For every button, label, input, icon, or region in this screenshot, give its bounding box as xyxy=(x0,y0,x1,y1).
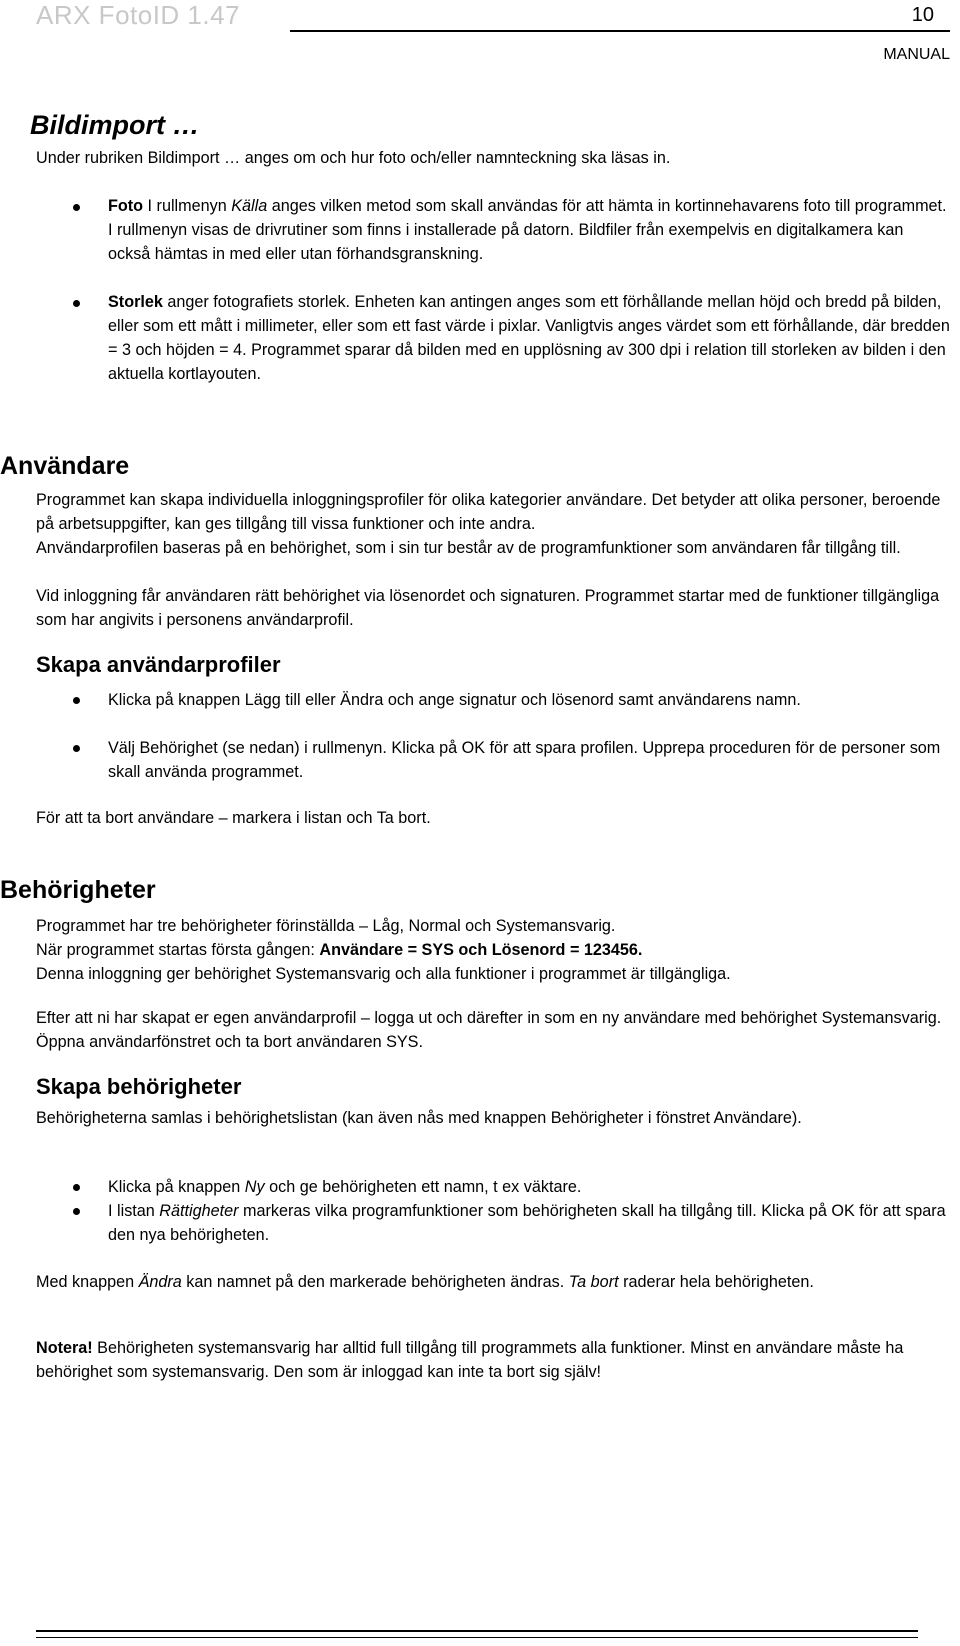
paragraph: Denna inloggning ger behörighet Systemansvarig och alla funktioner i programmet är tillgängliga. xyxy=(36,965,731,983)
text: raderar hela behörigheten. xyxy=(618,1273,814,1291)
paragraph: Behörigheterna samlas i behörighetslistan (kan även nås med knappen Behörigheter i fönstret Användare). xyxy=(36,1109,802,1127)
list-item xyxy=(108,1175,950,1199)
text: markeras vilka programfunktioner som behörigheten skall ha tillgång till. Klicka på OK för att spara den nya behörigheten. xyxy=(108,1202,946,1244)
heading-behorigheter: Behörigheter xyxy=(0,876,156,904)
text: Behörigheten systemansvarig har alltid full tillgång till programmets alla funktioner. Minst en användare måste ha behörighet som systemansvarig. Den som är inloggad kan inte ta bort sig själv! xyxy=(36,1339,904,1381)
note-paragraph xyxy=(36,1336,946,1384)
paragraph xyxy=(36,1270,946,1294)
item-text: anger fotografiets storlek. Enheten kan antingen anges som ett förhållande mellan höjd och bredd på bilden, eller som ett mått i millimeter, eller som ett fast värde i pixlar. Vanligtvis anges värdet som ett förhållande, där bredden = 3 och höjden = 4. Programmet sparar då bilden med en upplösning av 300 dpi i relation till storleken av bilden i den aktuella kortlayouten. xyxy=(108,293,950,383)
emphasis: Ändra xyxy=(138,1273,182,1291)
list-item: Välj Behörighet (se nedan) i rullmenyn. Klicka på OK för att spara profilen. Upprepa proceduren för de personer som skall använda programmet. xyxy=(108,739,941,781)
text: kan namnet på den markerade behörigheten ändras. xyxy=(181,1273,569,1291)
header-label: MANUAL xyxy=(883,46,950,63)
term-storlek: Storlek xyxy=(108,293,163,311)
heading-skapa-anvandarprofiler: Skapa användarprofiler xyxy=(36,652,281,677)
term-foto: Foto xyxy=(108,197,144,215)
item-emphasis: Källa xyxy=(231,197,268,215)
bullet-icon xyxy=(73,1208,80,1215)
bullet-icon xyxy=(73,300,80,307)
text: I listan xyxy=(108,1202,160,1220)
list-item xyxy=(108,1199,950,1247)
emphasis: Ta bort xyxy=(568,1273,619,1291)
bildimport-intro: Under rubriken Bildimport … anges om och hur foto och/eller namnteckning ska läsas in. xyxy=(36,149,671,167)
default-credentials: Användare = SYS och Lösenord = 123456. xyxy=(319,941,643,959)
bullet-icon xyxy=(73,1184,80,1191)
emphasis: Rättigheter xyxy=(159,1202,239,1220)
paragraph xyxy=(36,938,946,962)
list-item-foto xyxy=(108,194,950,266)
bullet-icon xyxy=(73,697,80,704)
header-rule xyxy=(290,30,950,32)
item-text: I rullmenyn xyxy=(143,197,232,215)
footer-rule xyxy=(36,1637,918,1638)
text: Med knappen xyxy=(36,1273,139,1291)
page-number: 10 xyxy=(911,4,934,26)
document-title: ARX FotoID 1.47 xyxy=(36,0,241,30)
paragraph: Vid inloggning får användaren rätt behörighet via lösenordet och signaturen. Programmet startar med de funktioner tillgängliga som har angivits i personens användarprofil. xyxy=(36,587,940,629)
list-item: Klicka på knappen Lägg till eller Ändra och ange signatur och lösenord samt användarens namn. xyxy=(108,691,801,709)
heading-bildimport: Bildimport … xyxy=(30,110,200,140)
paragraph: Programmet har tre behörigheter förinställda – Låg, Normal och Systemansvarig. xyxy=(36,917,616,935)
heading-anvandare: Användare xyxy=(0,452,130,480)
paragraph: För att ta bort användare – markera i listan och Ta bort. xyxy=(36,809,431,827)
list-item-storlek xyxy=(108,290,950,386)
emphasis: Ny xyxy=(244,1178,265,1196)
footer-rule xyxy=(36,1630,918,1632)
note-label: Notera! xyxy=(36,1339,93,1357)
paragraph: Användarprofilen baseras på en behörighet, som i sin tur består av de programfunktioner som användaren får tillgång till. xyxy=(36,539,901,557)
heading-skapa-behorigheter: Skapa behörigheter xyxy=(36,1074,242,1099)
bullet-icon xyxy=(73,204,80,211)
text: När programmet startas första gången: xyxy=(36,941,320,959)
text: Klicka på knappen xyxy=(108,1178,245,1196)
item-text: anges vilken metod som skall användas för att hämta in kortinnehavarens foto till programmet. I rullmenyn visas de drivrutiner som finns i installerade på datorn. Bildfiler från exempelvis en digitalkamera kan också hämtas in med eller utan förhandsgranskning. xyxy=(108,197,947,263)
text: och ge behörigheten ett namn, t ex väktare. xyxy=(264,1178,582,1196)
bullet-icon xyxy=(73,745,80,752)
paragraph: Efter att ni har skapat er egen användarprofil – logga ut och därefter in som en ny användare med behörighet Systemansvarig. Öppna användarfönstret och ta bort användaren SYS. xyxy=(36,1009,942,1051)
paragraph: Programmet kan skapa individuella inloggningsprofiler för olika kategorier användare. Det betyder att olika personer, beroende på arbetsuppgifter, kan ges tillgång till vissa funktioner och inte andra. xyxy=(36,491,941,533)
